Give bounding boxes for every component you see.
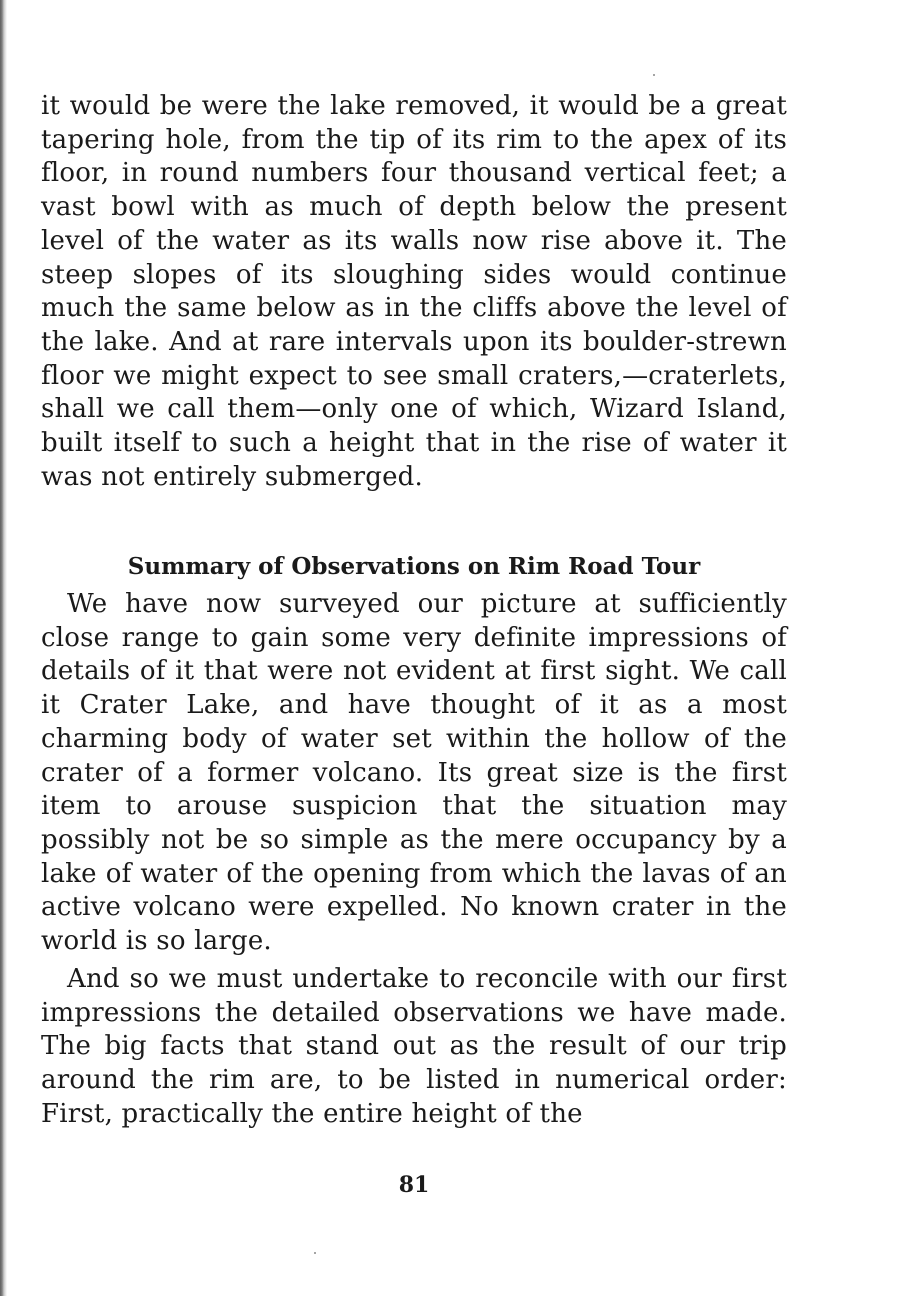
page-binding-edge bbox=[0, 0, 7, 1296]
paragraph-text: We have now surveyed our picture at sufficiently close range to gain some very definite impressions of details of it that were not evident at first sight. We call it Crater Lake, and have thought of it as a most charming body of water set within the hollow of the crater of a former volcano. Its great size is the first item to arouse suspicion that the situation may possibly not be so simple as the mere occupancy by a lake of water of the opening from which the lavas of an active volcano were expelled. No known crater in the world is so large. bbox=[41, 589, 787, 957]
page-number: 81 bbox=[398, 1172, 430, 1198]
section-heading: Summary of Observations on Rim Road Tour bbox=[127, 553, 701, 580]
paper-speck bbox=[653, 74, 655, 76]
body-paragraph bbox=[41, 588, 787, 959]
paragraph-text: it would be were the lake removed, it would be a great tapering hole, from the tip of its rim to the apex of its floor, in round numbers four thousand vertical feet; a vast bowl with as much of depth below the present level of the water as its walls now rise above it. The steep slopes of its sloughing sides would continue much the same below as in the cliffs above the level of the lake. And at rare intervals upon its boulder-strewn floor we might expect to see small craters,—craterlets, shall we call them—only one of which, Wizard Island, built itself to such a height that in the rise of water it was not entirely submerged. bbox=[41, 91, 787, 492]
body-paragraph bbox=[41, 963, 787, 1132]
paper-speck bbox=[314, 1252, 316, 1254]
paragraph-text: And so we must undertake to reconcile with our first impressions the detailed observations we have made. The big facts that stand out as the result of our trip around the rim are, to be listed in numerical order: First, practically the entire height of the bbox=[41, 964, 787, 1129]
body-paragraph bbox=[41, 90, 787, 494]
